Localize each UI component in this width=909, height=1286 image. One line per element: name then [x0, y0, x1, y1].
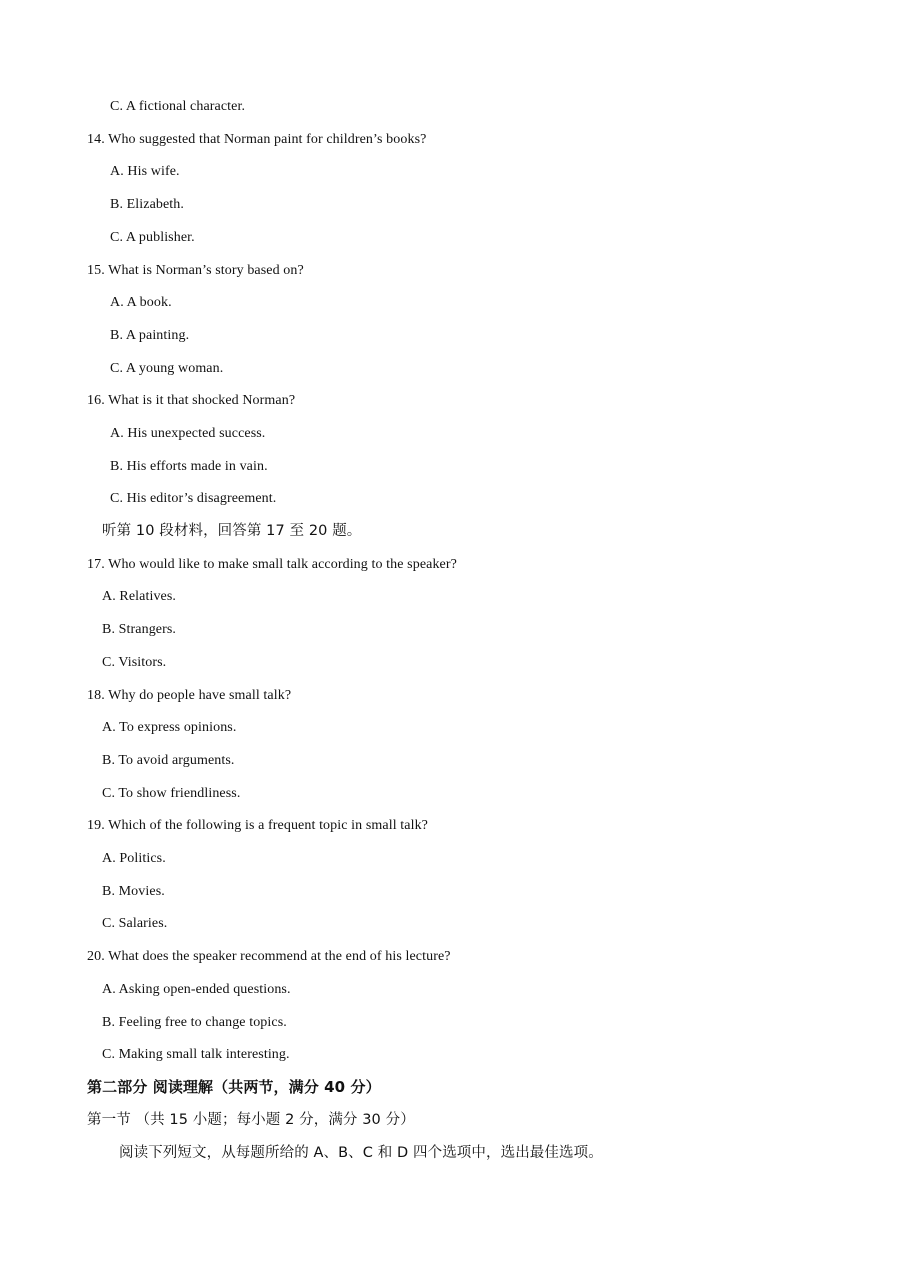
q17-option-c: C. Visitors. [102, 655, 167, 670]
part-2-heading: 第二部分 阅读理解（共两节，满分 40 分） [87, 1078, 381, 1096]
q17-option-a: A. Relatives. [102, 589, 177, 604]
q15-stem: 15. What is Norman’s story based on? [87, 263, 304, 278]
q20-option-a: A. Asking open-ended questions. [102, 982, 291, 997]
q16-option-a: A. His unexpected success. [110, 426, 266, 441]
passage-10-instruction: 听第 10 段材料，回答第 17 至 20 题。 [102, 523, 362, 539]
section-1-heading: 第一节 （共 15 小题；每小题 2 分，满分 30 分） [87, 1112, 415, 1128]
q20-stem: 20. What does the speaker recommend at the end of his lecture? [87, 949, 451, 964]
q19-option-a: A. Politics. [102, 851, 166, 866]
q17-option-b: B. Strangers. [102, 622, 177, 637]
q20-option-c: C. Making small talk interesting. [102, 1047, 290, 1062]
q18-option-b: B. To avoid arguments. [102, 753, 235, 768]
q18-option-a: A. To express opinions. [102, 720, 237, 735]
q16-option-b: B. His efforts made in vain. [110, 459, 268, 474]
q16-option-c: C. His editor’s disagreement. [110, 491, 277, 506]
q15-option-c: C. A young woman. [110, 361, 224, 376]
q14-option-a: A. His wife. [110, 164, 180, 179]
q14-option-b: B. Elizabeth. [110, 197, 185, 212]
q18-stem: 18. Why do people have small talk? [87, 688, 292, 703]
q18-option-c: C. To show friendliness. [102, 786, 241, 801]
q19-option-c: C. Salaries. [102, 916, 168, 931]
q14-option-c: C. A publisher. [110, 230, 195, 245]
q17-stem: 17. Who would like to make small talk according to the speaker? [87, 557, 457, 572]
q20-option-b: B. Feeling free to change topics. [102, 1015, 287, 1030]
q15-option-b: B. A painting. [110, 328, 190, 343]
q19-option-b: B. Movies. [102, 884, 165, 899]
q16-stem: 16. What is it that shocked Norman? [87, 393, 296, 408]
q13-option-c: C. A fictional character. [110, 99, 246, 114]
q14-stem: 14. Who suggested that Norman paint for children’s books? [87, 132, 427, 147]
reading-instruction: 阅读下列短文，从每题所给的 A、B、C 和 D 四个选项中，选出最佳选项。 [119, 1145, 603, 1161]
q19-stem: 19. Which of the following is a frequent topic in small talk? [87, 818, 428, 833]
q15-option-a: A. A book. [110, 295, 172, 310]
